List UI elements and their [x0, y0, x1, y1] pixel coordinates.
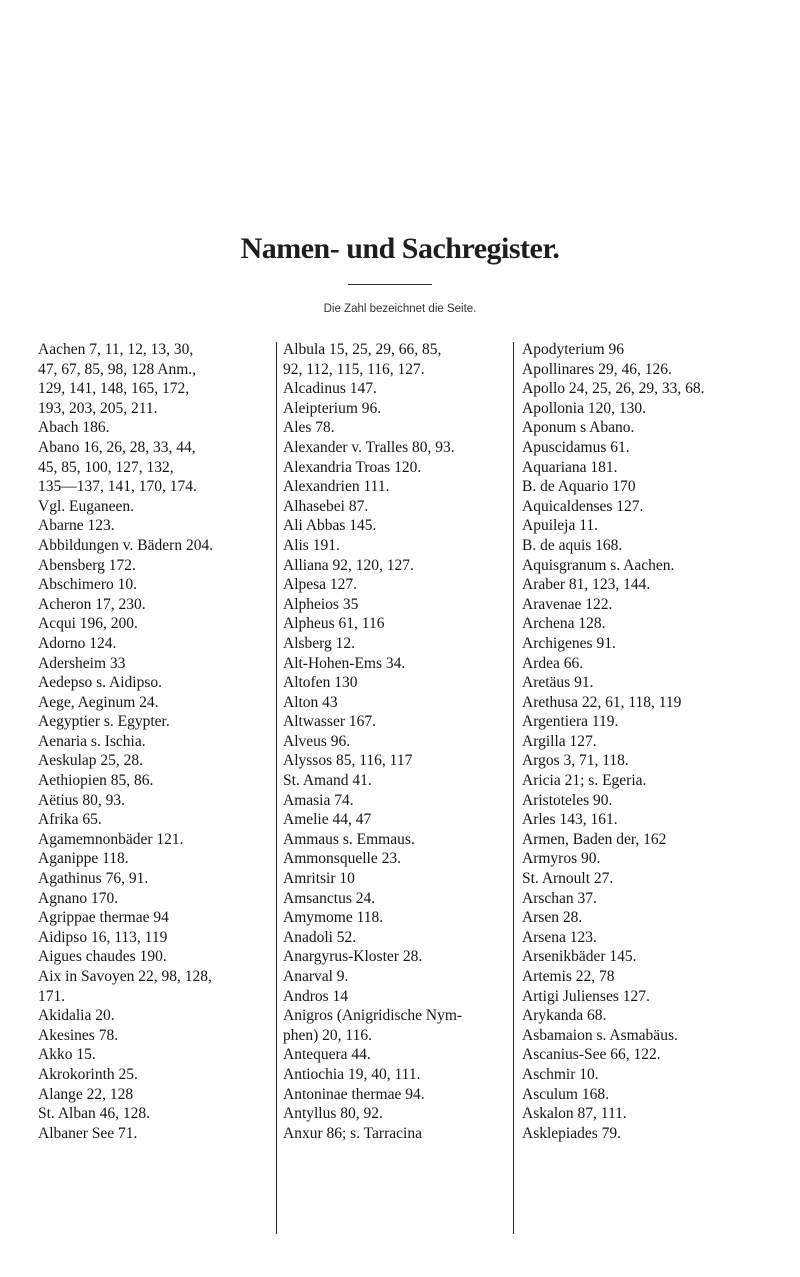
index-entry-line: Albaner See 71.: [38, 1124, 138, 1142]
index-entry: [283, 458, 519, 478]
index-entry-line: Akko 15.: [38, 1046, 96, 1064]
index-entry: [38, 791, 278, 811]
index-entry-line: Alpheios 35: [283, 595, 359, 613]
index-entry-line: 129, 141, 148, 165, 172,: [38, 380, 190, 398]
index-entry-line: Apuileja 11.: [522, 517, 599, 535]
index-entry-line: Amritsir 10: [283, 870, 355, 888]
index-entry-line: Alis 191.: [283, 536, 340, 554]
index-entry: [522, 1045, 770, 1065]
index-entry-line: Antoninae thermae 94.: [283, 1085, 425, 1103]
index-entry-line: Akesines 78.: [38, 1026, 119, 1044]
index-entry-line: Abach 186.: [38, 419, 110, 437]
index-entry: [522, 379, 770, 399]
index-entry: [283, 1045, 519, 1065]
index-entry: [38, 1045, 278, 1065]
index-entry: [38, 634, 278, 654]
index-entry-line: St. Alban 46, 128.: [38, 1105, 150, 1123]
index-entry-line: Anigros (Anigridische Nym-: [283, 1007, 463, 1025]
index-entry-line: Alange 22, 128: [38, 1085, 134, 1103]
index-entry-line: Akrokorinth 25.: [38, 1065, 138, 1083]
index-entry: [283, 1085, 519, 1105]
index-entry: [283, 1006, 519, 1045]
index-entry-line: Alt-Hohen-Ems 34.: [283, 654, 406, 672]
index-entry: [38, 889, 278, 909]
index-entry-line: Aidipso 16, 113, 119: [38, 928, 168, 946]
index-entry-line: Alveus 96.: [283, 732, 351, 750]
index-entry-line: Aix in Savoyen 22, 98, 128,: [38, 968, 212, 985]
index-entry: [522, 595, 770, 615]
index-entry-line: Aeskulap 25, 28.: [38, 752, 144, 770]
column-divider: [276, 342, 277, 1234]
index-entry: [283, 889, 519, 909]
index-entry: [522, 536, 770, 556]
index-entry-line: Andros 14: [283, 987, 349, 1005]
index-entry-line: Araber 81, 123, 144.: [522, 576, 651, 594]
index-entry: [522, 830, 770, 850]
index-entry-line: Acheron 17, 230.: [38, 595, 146, 613]
index-entry-line: Alexandrien 111.: [283, 478, 390, 496]
index-entry: [522, 360, 770, 380]
index-entry: [283, 634, 519, 654]
column-divider: [513, 342, 514, 1234]
index-entry-line: Argentiera 119.: [522, 713, 619, 731]
index-entry: [283, 732, 519, 752]
index-entry-line: Archena 128.: [522, 615, 606, 633]
index-entry: [38, 1006, 278, 1026]
index-entry: [522, 497, 770, 517]
index-entry: [38, 673, 278, 693]
index-entry: [522, 1104, 770, 1124]
index-entry-line: Aenaria s. Ischia.: [38, 732, 146, 750]
index-entry-line: Aretäus 91.: [522, 674, 594, 692]
index-entry: [522, 908, 770, 928]
index-entry-line: Akidalia 20.: [38, 1007, 115, 1025]
index-entry-line: Adorno 124.: [38, 634, 117, 652]
index-entry: [283, 477, 519, 497]
index-entry-line: Antequera 44.: [283, 1046, 371, 1064]
index-entry: [283, 947, 519, 967]
index-entry-line: Alliana 92, 120, 127.: [283, 556, 414, 574]
index-entry-line: Alpesa 127.: [283, 576, 358, 594]
index-entry: [38, 1065, 278, 1085]
index-entry: [38, 516, 278, 536]
index-column-2: [283, 340, 519, 1143]
index-entry: [283, 556, 519, 576]
index-entry: [283, 516, 519, 536]
index-entry-line: St. Amand 41.: [283, 772, 372, 790]
index-entry: [283, 379, 519, 399]
index-entry: [38, 849, 278, 869]
index-entry-line: Aquicaldenses 127.: [522, 497, 644, 515]
index-entry-line: Abbildungen v. Bädern 204.: [38, 536, 214, 554]
index-entry-line: Aigues chaudes 190.: [38, 948, 167, 966]
index-entry: [522, 712, 770, 732]
index-entry: [522, 556, 770, 576]
index-entry: [283, 791, 519, 811]
page-subtitle: Die Zahl bezeichnet die Seite.: [323, 303, 477, 315]
index-entry-line: 171.: [38, 987, 66, 1005]
index-entry-line: 45, 85, 100, 127, 132,: [38, 458, 174, 476]
index-entry: [522, 516, 770, 536]
index-entry-line: Alyssos 85, 116, 117: [283, 752, 413, 770]
index-entry-line: Alexander v. Tralles 80, 93.: [283, 438, 455, 456]
index-entry: [38, 810, 278, 830]
index-entry-line: Asklepiades 79.: [522, 1124, 622, 1142]
index-entry: [283, 987, 519, 1007]
index-entry-line: Acqui 196, 200.: [38, 615, 138, 633]
index-entry: [38, 693, 278, 713]
index-entry: [522, 947, 770, 967]
index-entry: [283, 849, 519, 869]
index-entry-line: B. de aquis 168.: [522, 536, 623, 554]
index-entry-line: Ascanius-See 66, 122.: [522, 1046, 661, 1064]
index-entry-line: St. Arnoult 27.: [522, 870, 614, 888]
index-entry: [38, 536, 278, 556]
index-entry: [38, 712, 278, 732]
index-entry-line: phen) 20, 116.: [283, 1026, 372, 1044]
page-title: Namen- und Sachregister.: [240, 232, 560, 265]
index-entry: [522, 732, 770, 752]
index-entry: [283, 536, 519, 556]
index-entry: [522, 418, 770, 438]
index-entry-line: Alcadinus 147.: [283, 380, 377, 398]
index-entry-line: Amymome 118.: [283, 909, 384, 927]
index-entry: [522, 673, 770, 693]
index-entry-line: Armen, Baden der, 162: [522, 830, 667, 848]
index-entry-line: Afrika 65.: [38, 811, 102, 829]
index-entry-line: Ammonsquelle 23.: [283, 850, 401, 868]
index-entry-line: Antyllus 80, 92.: [283, 1105, 383, 1123]
index-entry: [38, 556, 278, 576]
index-entry: [283, 654, 519, 674]
index-entry-line: Aleipterium 96.: [283, 399, 382, 417]
index-entry-line: Alhasebei 87.: [283, 497, 369, 515]
index-entry-line: Aponum s Abano.: [522, 419, 635, 437]
index-entry-line: Amelie 44, 47: [283, 811, 372, 829]
index-entry-line: Apodyterium 96: [522, 341, 625, 358]
index-entry: [283, 830, 519, 850]
index-entry: [522, 1006, 770, 1026]
index-entry: [522, 1124, 770, 1144]
index-entry: [38, 1124, 278, 1144]
index-entry-line: B. de Aquario 170: [522, 478, 636, 496]
index-entry: [283, 575, 519, 595]
index-entry: [522, 810, 770, 830]
index-entry-line: Anadoli 52.: [283, 928, 357, 946]
index-entry-line: Apollonia 120, 130.: [522, 399, 646, 417]
index-entry: [38, 751, 278, 771]
index-entry-line: Adersheim 33: [38, 654, 126, 672]
index-entry-line: Asbamaion s. Asmabäus.: [522, 1026, 678, 1044]
index-entry: [522, 771, 770, 791]
index-entry: [522, 928, 770, 948]
index-entry: [283, 751, 519, 771]
index-entry-line: Aegyptier s. Egypter.: [38, 713, 170, 731]
index-entry: [283, 869, 519, 889]
index-entry: [283, 399, 519, 419]
index-entry: [522, 438, 770, 458]
index-entry-line: Argilla 127.: [522, 732, 597, 750]
index-entry-line: Agathinus 76, 91.: [38, 870, 149, 888]
index-entry-line: Apollinares 29, 46, 126.: [522, 360, 672, 378]
index-entry: [522, 614, 770, 634]
index-entry: [283, 595, 519, 615]
index-entry: [38, 732, 278, 752]
index-entry-line: Altwasser 167.: [283, 713, 376, 731]
index-entry: [522, 967, 770, 987]
index-entry-line: Argos 3, 71, 118.: [522, 752, 629, 770]
index-entry-line: Armyros 90.: [522, 850, 601, 868]
title-divider: [348, 284, 432, 285]
index-entry: [522, 1085, 770, 1105]
index-entry-line: Ales 78.: [283, 419, 335, 437]
index-entry-line: Aquisgranum s. Aachen.: [522, 556, 675, 574]
index-entry: [522, 869, 770, 889]
index-entry: [283, 908, 519, 928]
index-entry: [522, 849, 770, 869]
index-entry: [283, 614, 519, 634]
index-entry-line: Aethiopien 85, 86.: [38, 772, 154, 790]
index-entry-line: Askalon 87, 111.: [522, 1105, 627, 1123]
index-entry-line: Anxur 86; s. Tarracina: [283, 1124, 422, 1142]
index-entry-line: Albula 15, 25, 29, 66, 85,: [283, 341, 442, 358]
index-entry: [522, 477, 770, 497]
index-entry: [283, 712, 519, 732]
index-entry: [38, 1026, 278, 1046]
index-entry-line: Abarne 123.: [38, 517, 115, 535]
index-entry-line: Aricia 21; s. Egeria.: [522, 772, 647, 790]
index-entry-line: Amasia 74.: [283, 791, 354, 809]
index-entry: [38, 438, 278, 516]
index-entry: [522, 889, 770, 909]
index-entry-line: Aëtius 80, 93.: [38, 791, 125, 809]
index-entry: [283, 1065, 519, 1085]
index-entry: [38, 595, 278, 615]
index-entry-line: Arsenikbäder 145.: [522, 948, 637, 966]
index-entry: [522, 693, 770, 713]
index-entry-line: Apuscidamus 61.: [522, 438, 630, 456]
index-entry-line: Artigi Julienses 127.: [522, 987, 650, 1005]
index-entry: [522, 1065, 770, 1085]
index-entry: [283, 967, 519, 987]
index-entry-line: Ammaus s. Emmaus.: [283, 830, 415, 848]
index-entry-line: Aravenae 122.: [522, 595, 613, 613]
index-entry-line: Arsena 123.: [522, 928, 597, 946]
index-entry-line: Ardea 66.: [522, 654, 584, 672]
index-entry: [38, 830, 278, 850]
index-entry-line: Agnano 170.: [38, 889, 119, 907]
index-entry: [38, 654, 278, 674]
index-entry: [283, 497, 519, 517]
index-entry: [38, 340, 278, 418]
index-entry-line: Alexandria Troas 120.: [283, 458, 422, 476]
index-entry-line: Anarval 9.: [283, 968, 349, 985]
index-entry-line: Agamemnonbäder 121.: [38, 830, 184, 848]
index-entry: [283, 418, 519, 438]
index-entry-line: Agrippae thermae 94: [38, 909, 169, 927]
index-entry-line: Aristoteles 90.: [522, 791, 613, 809]
index-entry: [522, 751, 770, 771]
index-entry: [283, 1124, 519, 1144]
index-entry: [38, 967, 278, 1006]
index-entry-line: Aachen 7, 11, 12, 13, 30,: [38, 341, 194, 358]
index-entry: [38, 869, 278, 889]
index-entry-line: Arschan 37.: [522, 889, 597, 907]
index-entry-line: Abschimero 10.: [38, 576, 138, 594]
index-entry-line: Arykanda 68.: [522, 1007, 607, 1025]
index-entry-line: Aquariana 181.: [522, 458, 618, 476]
index-entry: [38, 771, 278, 791]
index-entry-line: Abensberg 172.: [38, 556, 136, 574]
index-entry-line: Arethusa 22, 61, 118, 119: [522, 693, 682, 711]
index-entry-line: Altofen 130: [283, 674, 358, 692]
index-entry: [283, 771, 519, 791]
index-entry: [522, 458, 770, 478]
index-entry-line: 47, 67, 85, 98, 128 Anm.,: [38, 360, 197, 378]
index-entry: [38, 908, 278, 928]
index-column-1: [38, 340, 278, 1143]
index-entry-line: Apollo 24, 25, 26, 29, 33, 68.: [522, 380, 705, 398]
index-entry: [38, 947, 278, 967]
index-entry-line: Alsberg 12.: [283, 634, 356, 652]
index-column-3: [522, 340, 770, 1143]
index-entry-line: Aedepso s. Aidipso.: [38, 674, 162, 692]
index-entry-line: Aganippe 118.: [38, 850, 129, 868]
index-entry-line: Abano 16, 26, 28, 33, 44,: [38, 438, 196, 456]
index-entry: [522, 987, 770, 1007]
index-entry: [283, 810, 519, 830]
index-entry: [283, 438, 519, 458]
index-entry: [283, 928, 519, 948]
index-entry: [38, 928, 278, 948]
index-entry: [522, 791, 770, 811]
index-entry-line: Alpheus 61, 116: [283, 615, 385, 633]
index-entry-line: Archigenes 91.: [522, 634, 616, 652]
index-entry-line: Anargyrus-Kloster 28.: [283, 948, 423, 966]
index-entry: [38, 418, 278, 438]
index-entry-line: Arsen 28.: [522, 909, 583, 927]
index-entry: [38, 575, 278, 595]
index-entry-line: Asculum 168.: [522, 1085, 609, 1103]
index-entry-line: Arles 143, 161.: [522, 811, 618, 829]
index-entry: [522, 399, 770, 419]
index-entry: [38, 614, 278, 634]
index-entry: [38, 1104, 278, 1124]
index-entry-line: Amsanctus 24.: [283, 889, 376, 907]
index-entry: [283, 673, 519, 693]
index-entry: [283, 340, 519, 379]
index-entry: [522, 1026, 770, 1046]
index-entry: [522, 634, 770, 654]
index-entry-line: Ali Abbas 145.: [283, 517, 377, 535]
index-entry-line: Vgl. Euganeen.: [38, 497, 134, 515]
index-entry-line: Alton 43: [283, 693, 338, 711]
index-entry: [522, 575, 770, 595]
index-entry: [38, 1085, 278, 1105]
index-entry-line: Antiochia 19, 40, 111.: [283, 1065, 421, 1083]
index-entry-line: Artemis 22, 78: [522, 968, 615, 985]
index-entry-line: 135—137, 141, 170, 174.: [38, 478, 197, 496]
index-entry: [283, 693, 519, 713]
index-entry-line: 92, 112, 115, 116, 127.: [283, 360, 425, 378]
index-entry-line: 193, 203, 205, 211.: [38, 399, 158, 417]
index-entry: [283, 1104, 519, 1124]
index-entry: [522, 654, 770, 674]
index-entry-line: Aege, Aeginum 24.: [38, 693, 159, 711]
index-entry: [522, 340, 770, 360]
index-entry-line: Aschmir 10.: [522, 1065, 599, 1083]
